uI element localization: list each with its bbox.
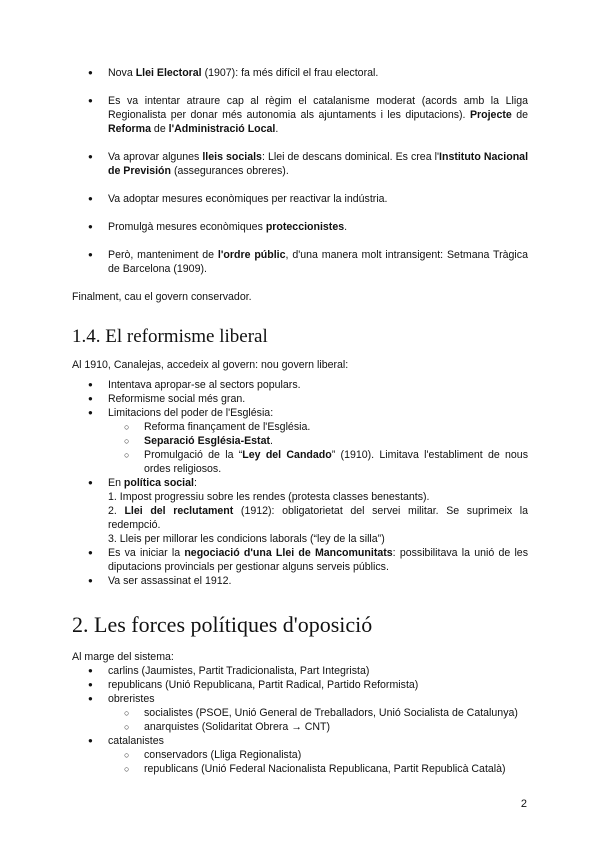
text-run: Va adoptar mesures econòmiques per reactivar la indústria. <box>108 193 388 205</box>
page-number: 2 <box>520 798 527 810</box>
list-item <box>72 734 528 776</box>
list-item <box>72 66 528 80</box>
sub-item <box>108 434 528 448</box>
bold-term: Separació Església-Estat <box>144 435 271 447</box>
text-post: : possibilitava la unió de les diputacions provincials per gestionar alguns serveis públics. <box>108 547 528 573</box>
bold-term: política social <box>123 477 194 489</box>
bold-term: Llei Electoral <box>135 67 202 79</box>
text-run: Es va intentar atraure cap al règim el catalanisme moderat (acords amb la Lliga Regionalista per donar més autonomia als ajuntaments i les diputacions). <box>108 95 528 121</box>
sub-item <box>108 448 528 476</box>
church-sublist <box>108 420 528 476</box>
list-item <box>72 248 528 276</box>
bold-term: Llei del reclutament <box>124 505 234 517</box>
list-item <box>72 94 528 136</box>
document-page <box>72 66 528 776</box>
conclusion-text: Finalment, cau el govern conservador. <box>72 291 252 303</box>
social-point: 1. Impost progressiu sobre les rendes (protesta classes benestants). <box>108 491 430 503</box>
bold-term: l'Administració Local <box>168 123 276 135</box>
reform-list <box>72 378 528 588</box>
section-intro: Al 1910, Canalejas, accedeix al govern: nou govern liberal: <box>72 359 349 371</box>
list-item: ● carlins (Jaumistes, Partit Tradicionalista, Part Integrista) <box>72 664 528 678</box>
section-intro: Al marge del sistema: <box>72 651 174 663</box>
list-item: ● Reformisme social més gran. <box>72 392 528 406</box>
text-run: de <box>511 109 529 121</box>
text-run: Però, manteniment de <box>108 249 218 261</box>
punctuation: . <box>270 435 273 447</box>
bold-term: Instituto Nacional de Previsión <box>108 151 529 177</box>
text-pre: 2. <box>108 505 125 517</box>
list-item <box>72 192 528 206</box>
text-post: : <box>193 477 197 489</box>
bold-term: l'ordre públic <box>217 249 286 261</box>
text-run: , d'una manera molt intransigent: Setmana Tràgica de Barcelona (1909). <box>108 249 528 275</box>
bold-term: lleis socials <box>202 151 262 163</box>
list-item-label: Limitacions del poder de l'Església: <box>108 407 274 419</box>
text-pre: Es va iniciar la <box>108 547 185 559</box>
list-item-label: catalanistes <box>108 735 164 747</box>
measures-list <box>72 66 528 276</box>
text-run: (1907): fa més difícil el frau electoral. <box>201 67 379 79</box>
opposition-list <box>72 664 528 776</box>
list-item: ● Intentava apropar-se al sectors populars. <box>72 378 528 392</box>
bold-term: negociació d'una Llei de Mancomunitats <box>184 547 393 559</box>
section-heading-oposicio: 2. Les forces polítiques d'oposició <box>72 612 373 637</box>
text-run: Promulgà mesures econòmiques <box>108 221 266 233</box>
social-point: 3. Lleis per millorar les condicions laborals (“ley de la silla”) <box>108 533 385 545</box>
list-item <box>72 476 528 546</box>
text-run: . <box>344 221 348 233</box>
text-pre: En <box>108 477 124 489</box>
list-item: ● republicans (Unió Republicana, Partit Radical, Partido Reformista) <box>72 678 528 692</box>
list-item <box>72 220 528 234</box>
sub-item: ○ Reforma finançament de l'Església. <box>108 420 528 434</box>
bold-term: Ley del Candado <box>242 449 332 461</box>
bold-term: proteccionistes <box>265 221 345 233</box>
catalanistes-sublist <box>108 748 528 776</box>
text-run: de <box>150 123 169 135</box>
list-item-label: obreristes <box>108 693 155 705</box>
section-heading-reformisme: 1.4. El reformisme liberal <box>72 326 268 347</box>
text-post: ” (1910). Limitava l'establiment de nous ordes religiosos. <box>144 449 528 475</box>
list-item <box>72 546 528 574</box>
text-run: (assegurances obreres). <box>171 165 289 177</box>
list-item: ● Va ser assassinat el 1912. <box>72 574 528 588</box>
obreristes-sublist <box>108 706 528 734</box>
social-point <box>108 504 528 532</box>
text-run: Va aprovar algunes <box>108 151 203 163</box>
sub-item: ○ anarquistes (Solidaritat Obrera → CNT) <box>108 720 528 734</box>
text-pre: Promulgació de la “ <box>144 449 243 461</box>
bold-term: Projecte <box>469 109 512 121</box>
sub-item: ○ conservadors (Lliga Regionalista) <box>108 748 528 762</box>
text-run: : Llei de descans dominical. Es crea l' <box>261 151 440 163</box>
text-run: Nova <box>108 67 136 79</box>
list-item <box>72 150 528 178</box>
list-item <box>72 692 528 734</box>
sub-item: ○ socialistes (PSOE, Unió General de Treballadors, Unió Socialista de Catalunya) <box>108 706 528 720</box>
text-run: . <box>275 123 279 135</box>
list-item <box>72 406 528 476</box>
text-post: (1912): obligatorietat del servei militar. Se suprimeix la redempció. <box>108 505 528 531</box>
bold-term: Reforma <box>108 123 151 135</box>
sub-item: ○ republicans (Unió Federal Nacionalista Republicana, Partit Republicà Català) <box>108 762 528 776</box>
